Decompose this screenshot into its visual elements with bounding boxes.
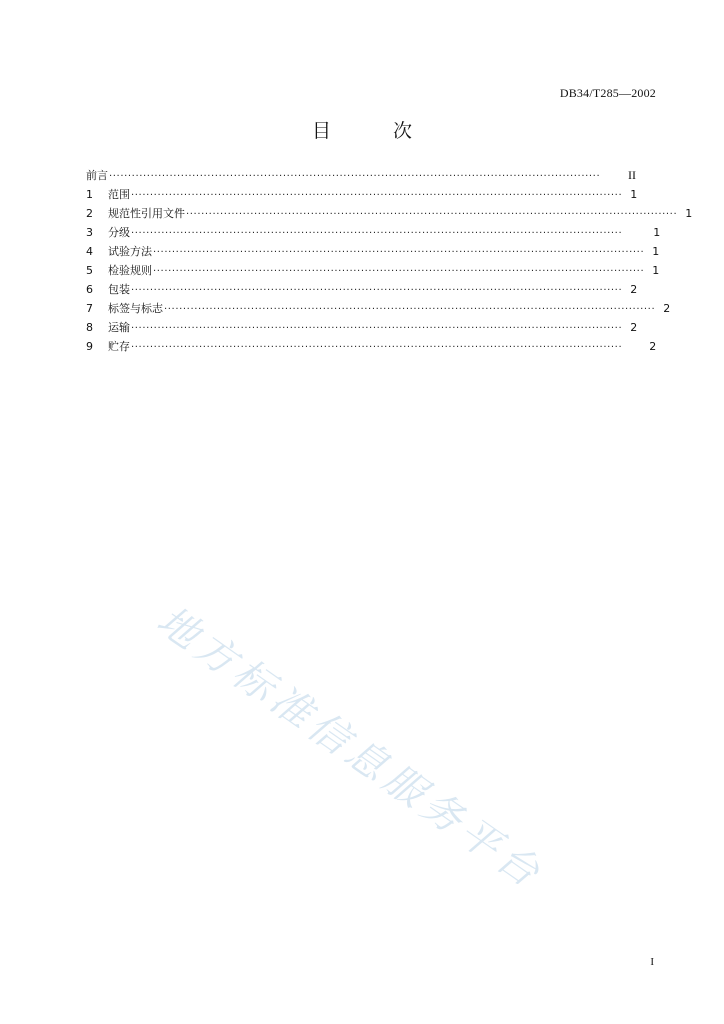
toc-entry-9[interactable] <box>86 337 657 356</box>
toc-page: 2 <box>630 283 638 296</box>
toc-entry-7[interactable] <box>86 299 671 318</box>
toc-page: 2 <box>630 321 638 334</box>
toc-entry-4[interactable] <box>86 242 660 261</box>
toc-page: 1 <box>653 226 661 239</box>
toc-entry-6[interactable] <box>86 280 636 299</box>
toc-page: 2 <box>663 302 671 315</box>
toc-label: 包装 <box>108 283 130 296</box>
toc-label: 检验规则 <box>108 264 152 277</box>
toc-entry-5[interactable] <box>86 261 660 280</box>
title-char-2: 次 <box>393 120 413 142</box>
table-of-contents <box>86 166 693 356</box>
toc-number: 4 <box>86 245 93 258</box>
dot-leader: ·································································································································· <box>131 285 623 296</box>
dot-leader: ·································································································································· <box>131 342 623 353</box>
toc-number: 9 <box>86 340 93 353</box>
dot-leader: ·································································································································· <box>131 190 623 201</box>
dot-leader: ·································································································································· <box>164 304 656 315</box>
toc-page: II <box>628 168 636 182</box>
toc-number: 2 <box>86 207 93 220</box>
toc-entry-foreword[interactable] <box>86 166 636 185</box>
toc-page: 1 <box>685 207 693 220</box>
toc-number: 1 <box>86 188 93 201</box>
title-char-1: 目 <box>311 120 331 142</box>
toc-label: 范围 <box>108 188 130 201</box>
toc-label: 试验方法 <box>108 245 152 258</box>
toc-number: 3 <box>86 226 93 239</box>
document-code: DB34/T285—2002 <box>559 86 656 100</box>
toc-label: 运输 <box>108 321 130 334</box>
toc-label: 贮存 <box>108 340 130 353</box>
dot-leader: ·································································································································· <box>109 171 601 182</box>
toc-number: 6 <box>86 283 93 296</box>
dot-leader: ·································································································································· <box>153 266 645 277</box>
toc-label: 规范性引用文件 <box>108 207 185 220</box>
watermark: 地方标准信息服务平台 <box>148 597 552 899</box>
toc-label: 分级 <box>108 226 130 239</box>
toc-number: 5 <box>86 264 93 277</box>
toc-page: 2 <box>649 340 657 353</box>
toc-entry-2[interactable] <box>86 204 693 223</box>
toc-label: 前言 <box>86 169 108 182</box>
page-number: I <box>650 956 654 968</box>
toc-page: 1 <box>630 188 638 201</box>
dot-leader: ·································································································································· <box>153 247 645 258</box>
toc-number: 7 <box>86 302 93 315</box>
toc-entry-8[interactable] <box>86 318 636 337</box>
toc-page: 1 <box>652 245 660 258</box>
toc-page: 1 <box>652 264 660 277</box>
toc-label: 标签与标志 <box>108 302 163 315</box>
dot-leader: ·································································································································· <box>131 323 623 334</box>
toc-entry-3[interactable] <box>86 223 661 242</box>
toc-number: 8 <box>86 321 93 334</box>
page-title <box>0 116 724 143</box>
dot-leader: ·································································································································· <box>131 228 623 239</box>
dot-leader: ·································································································································· <box>186 209 678 220</box>
toc-entry-1[interactable] <box>86 185 636 204</box>
